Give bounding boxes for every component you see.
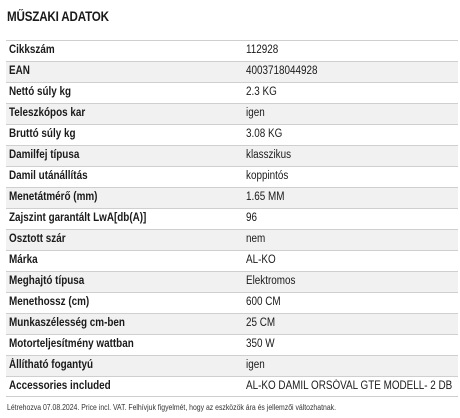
spec-label: Teleszkópos kar bbox=[9, 107, 86, 119]
spec-value: 2.3 KG bbox=[246, 86, 277, 98]
spec-row-drive-type bbox=[6, 271, 458, 292]
spec-row-telescopic-arm bbox=[6, 103, 458, 124]
spec-row-net-weight bbox=[6, 82, 458, 103]
spec-label: Menethossz (cm) bbox=[9, 296, 90, 308]
spec-row-ean bbox=[6, 61, 458, 82]
spec-row-split-shaft bbox=[6, 229, 458, 250]
spec-value: 600 CM bbox=[246, 296, 281, 308]
spec-label: Damilfej típusa bbox=[9, 149, 80, 161]
spec-value: 350 W bbox=[246, 338, 275, 350]
spec-value: klasszikus bbox=[246, 149, 292, 161]
spec-label: Accessories included bbox=[9, 380, 111, 392]
spec-label: Nettó súly kg bbox=[9, 86, 72, 98]
spec-value: 3.08 KG bbox=[246, 128, 283, 140]
spec-value: 1.65 MM bbox=[246, 191, 285, 203]
spec-row-motor-power bbox=[6, 334, 458, 355]
spec-row-gross-weight bbox=[6, 124, 458, 145]
spec-label: Márka bbox=[9, 254, 38, 266]
spec-value: 4003718044928 bbox=[246, 65, 318, 77]
spec-value: 25 CM bbox=[246, 317, 276, 329]
spec-label: Bruttó súly kg bbox=[9, 128, 76, 140]
spec-value: 112928 bbox=[246, 44, 279, 56]
spec-row-line-diameter bbox=[6, 187, 458, 208]
spec-value: igen bbox=[246, 107, 265, 119]
spec-label: Osztott szár bbox=[9, 233, 66, 245]
spec-row-noise-level bbox=[6, 208, 458, 229]
spec-label: Cikkszám bbox=[9, 44, 55, 56]
spec-label: Damil utánállítás bbox=[9, 170, 88, 182]
spec-value: nem bbox=[246, 233, 266, 245]
spec-row-trimmer-head-type bbox=[6, 145, 458, 166]
spec-row-line-feed bbox=[6, 166, 458, 187]
spec-label: Menetátmérő (mm) bbox=[9, 191, 98, 203]
spec-label: Zajszint garantált LwA[db(A)] bbox=[9, 212, 147, 224]
spec-row-accessories bbox=[6, 376, 458, 397]
spec-value: AL-KO DAMIL ORSÓVAL GTE MODELL- 2 DB bbox=[246, 380, 453, 392]
spec-row-run-length bbox=[6, 292, 458, 313]
spec-row-working-width bbox=[6, 313, 458, 334]
spec-label: EAN bbox=[9, 65, 30, 77]
spec-label: Meghajtó típusa bbox=[9, 275, 85, 287]
spec-row-brand bbox=[6, 250, 458, 271]
spec-row-adjustable-handle bbox=[6, 355, 458, 376]
spec-label: Munkaszélesség cm-ben bbox=[9, 317, 125, 329]
spec-value: AL-KO bbox=[246, 254, 276, 266]
spec-row-article-number bbox=[6, 40, 458, 61]
section-title: MŰSZAKI ADATOK bbox=[7, 9, 109, 24]
spec-value: 96 bbox=[246, 212, 258, 224]
footnote: Létrehozva 07.08.2024. Price incl. VAT. Felhívjuk figyelmét, hogy az eszközök ára és jellemzői változhatnak. bbox=[7, 403, 337, 412]
spec-label: Állítható fogantyú bbox=[9, 359, 94, 371]
spec-value: igen bbox=[246, 359, 265, 371]
spec-value: koppintós bbox=[246, 170, 289, 182]
spec-table bbox=[6, 40, 458, 397]
spec-value: Elektromos bbox=[246, 275, 296, 287]
spec-label: Motorteljesítmény wattban bbox=[9, 338, 134, 350]
